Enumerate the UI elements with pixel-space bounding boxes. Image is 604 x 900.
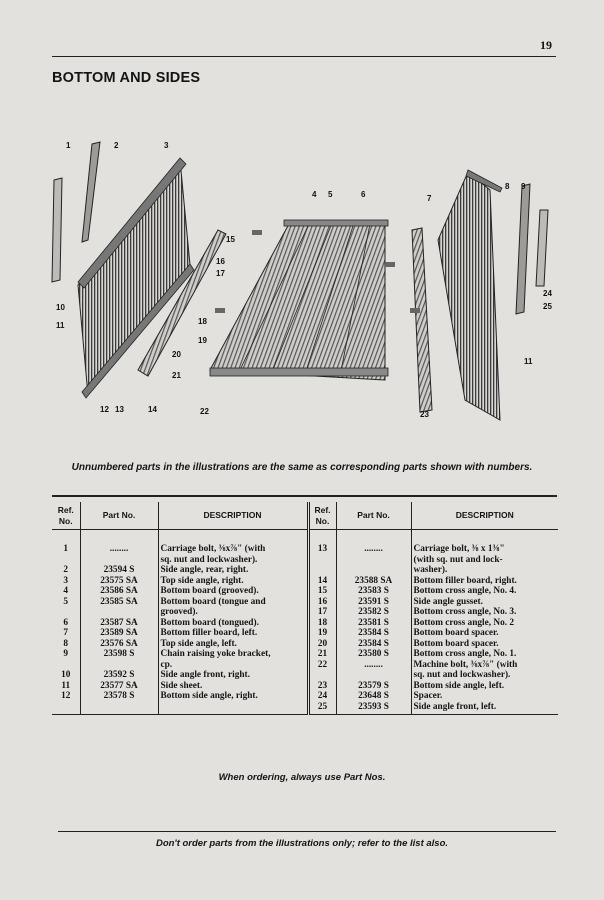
chain-yoke-bracket bbox=[536, 210, 548, 286]
description-cell: Bottom board (grooved). bbox=[158, 586, 308, 597]
part-no-cell: 23576 SA bbox=[80, 639, 158, 650]
part-no-cell: 23584 S bbox=[336, 628, 411, 639]
part-no-cell: 23580 S bbox=[336, 649, 411, 660]
bottom-filler-board-left bbox=[412, 228, 432, 412]
table-row bbox=[52, 660, 558, 671]
table-row bbox=[52, 691, 558, 702]
ref-no-cell: 18 bbox=[308, 618, 336, 629]
part-no-cell bbox=[80, 660, 158, 671]
part-no-cell: 23587 SA bbox=[80, 618, 158, 629]
part-no-cell: 23579 S bbox=[336, 681, 411, 692]
part-no-header: Part No. bbox=[336, 502, 411, 530]
description-cell: Bottom board (tongue and bbox=[158, 597, 308, 608]
ref-no-cell: 20 bbox=[308, 639, 336, 650]
table-row bbox=[52, 530, 558, 555]
part-no-cell bbox=[80, 607, 158, 618]
ref-no-cell: 6 bbox=[63, 617, 69, 628]
side-angle-front-left bbox=[516, 184, 530, 314]
part-no-cell: 23584 S bbox=[336, 639, 411, 650]
table-header-row bbox=[52, 502, 558, 530]
part-no-cell: 23578 S bbox=[80, 691, 158, 702]
callout: 9 bbox=[521, 182, 526, 191]
callout: 22 bbox=[200, 407, 209, 416]
part-no-cell: ........ bbox=[336, 660, 411, 671]
description-cell: sq. nut and lockwasher). bbox=[158, 555, 308, 566]
section-title: BOTTOM AND SIDES bbox=[52, 70, 201, 86]
description-cell: Bottom filler board, right. bbox=[411, 576, 558, 587]
description-cell: Spacer. bbox=[411, 691, 558, 702]
ref-no-cell bbox=[52, 660, 80, 671]
order-note: When ordering, always use Part Nos. bbox=[218, 772, 386, 783]
ref-no-cell: 7 bbox=[63, 628, 69, 638]
description-cell: Side sheet. bbox=[158, 681, 308, 692]
part-no-cell: 23593 S bbox=[336, 702, 411, 715]
description-cell: Bottom board spacer. bbox=[411, 628, 558, 639]
ref-no-cell bbox=[308, 565, 336, 576]
description-cell: Bottom cross angle, No. 2 bbox=[411, 618, 558, 629]
table-row bbox=[52, 565, 558, 576]
description-header: DESCRIPTION bbox=[158, 502, 308, 530]
ref-no-cell: 22 bbox=[308, 660, 336, 671]
callout: 5 bbox=[328, 190, 333, 199]
ref-no-cell: 3 bbox=[63, 575, 69, 586]
table-row bbox=[52, 649, 558, 660]
ref-no-cell: 21 bbox=[308, 649, 336, 660]
ref-no-cell: 12 bbox=[61, 691, 71, 701]
description-cell: Bottom cross angle, No. 4. bbox=[411, 586, 558, 597]
bottom-boards bbox=[210, 222, 385, 380]
part-no-cell: 23588 SA bbox=[336, 576, 411, 587]
part-no-cell: 23589 SA bbox=[80, 628, 158, 639]
part-no-cell: 23594 S bbox=[80, 565, 158, 576]
description-cell: Bottom cross angle, No. 1. bbox=[411, 649, 558, 660]
side-angle-rear-right bbox=[82, 142, 100, 242]
table-row bbox=[52, 607, 558, 618]
part-no-cell bbox=[336, 565, 411, 576]
ref-no-cell bbox=[52, 555, 80, 566]
part-no-cell: 23591 S bbox=[336, 597, 411, 608]
table-row bbox=[52, 597, 558, 608]
description-cell: Machine bolt, ⅜x⅞" (with bbox=[411, 660, 558, 671]
ref-no-cell: 25 bbox=[308, 702, 336, 715]
ref-no-cell: 16 bbox=[308, 597, 336, 608]
top-rule bbox=[52, 56, 556, 57]
ref-no-cell: 13 bbox=[308, 530, 336, 555]
description-cell: Side angle, rear, right. bbox=[158, 565, 308, 576]
part-no-cell: 23575 SA bbox=[80, 576, 158, 587]
callout: 14 bbox=[148, 405, 157, 414]
description-cell: Chain raising yoke bracket, bbox=[158, 649, 308, 660]
callout: 12 bbox=[100, 405, 109, 414]
description-cell: Top side angle, right. bbox=[158, 576, 308, 587]
callout: 11 bbox=[56, 321, 65, 330]
table-row bbox=[52, 618, 558, 629]
table-row bbox=[52, 576, 558, 587]
illustration-caption: Unnumbered parts in the illustrations are the same as corresponding parts shown with numbers. bbox=[71, 462, 533, 473]
table-top-rule bbox=[52, 495, 557, 497]
ref-no-cell bbox=[308, 670, 336, 681]
description-cell: cp. bbox=[158, 660, 308, 671]
ref-no-cell: 1 bbox=[63, 544, 69, 554]
callout: 1 bbox=[66, 141, 71, 150]
callout: 6 bbox=[361, 190, 366, 199]
description-cell: Carriage bolt, ⅜x⅞" (with bbox=[158, 530, 308, 555]
description-cell: washer). bbox=[411, 565, 558, 576]
ref-no-cell: 9 bbox=[63, 649, 69, 659]
ref-no-cell: 24 bbox=[308, 691, 336, 702]
side-angle-front-right bbox=[52, 178, 62, 282]
ref-no-cell: 2 bbox=[63, 565, 69, 575]
part-no-cell bbox=[336, 670, 411, 681]
bottom-rule bbox=[58, 831, 556, 832]
description-cell: sq. nut and lockwasher). bbox=[411, 670, 558, 681]
exploded-parts-illustration bbox=[40, 130, 560, 430]
description-header: DESCRIPTION bbox=[411, 502, 558, 530]
part-no-cell: ........ bbox=[80, 530, 158, 555]
callout: 2 bbox=[114, 141, 119, 150]
description-cell: Bottom board (tongued). bbox=[158, 618, 308, 629]
ref-no-cell: 19 bbox=[308, 628, 336, 639]
table-row bbox=[52, 670, 558, 681]
table-row bbox=[52, 702, 558, 715]
ref-no-cell: 14 bbox=[308, 576, 336, 587]
callout: 24 bbox=[543, 289, 552, 298]
description-cell: Side angle gusset. bbox=[411, 597, 558, 608]
ref-no-cell: 11 bbox=[61, 680, 71, 691]
ref-no-cell: 5 bbox=[63, 596, 69, 607]
description-cell: Bottom cross angle, No. 3. bbox=[411, 607, 558, 618]
ref-no-cell bbox=[52, 607, 80, 618]
callout: 11 bbox=[524, 357, 533, 366]
description-cell: Side angle front, right. bbox=[158, 670, 308, 681]
description-cell bbox=[158, 702, 308, 715]
callout: 20 bbox=[172, 350, 181, 359]
part-no-cell: 23585 SA bbox=[80, 597, 158, 608]
part-no-cell bbox=[80, 555, 158, 566]
callout: 19 bbox=[198, 336, 207, 345]
ref-no-header: Ref. No. bbox=[308, 502, 336, 530]
page-number: 19 bbox=[540, 38, 552, 52]
table-row bbox=[52, 639, 558, 650]
callout: 23 bbox=[420, 410, 429, 419]
side-sheet-left bbox=[78, 160, 190, 395]
description-cell: Top side angle, left. bbox=[158, 639, 308, 650]
callout: 15 bbox=[226, 235, 235, 244]
illustration-warning: Don't order parts from the illustrations only; refer to the list also. bbox=[155, 838, 449, 849]
part-no-cell: 23577 SA bbox=[80, 681, 158, 692]
description-cell: Bottom side angle, left. bbox=[411, 681, 558, 692]
ref-no-cell: 10 bbox=[61, 670, 71, 680]
part-no-cell bbox=[336, 555, 411, 566]
callout: 13 bbox=[115, 405, 124, 414]
callout: 18 bbox=[198, 317, 207, 326]
part-no-cell: 23592 S bbox=[80, 670, 158, 681]
table-row bbox=[52, 555, 558, 566]
callout: 7 bbox=[427, 194, 432, 203]
part-no-header: Part No. bbox=[80, 502, 158, 530]
callout: 17 bbox=[216, 269, 225, 278]
callout: 3 bbox=[164, 141, 169, 150]
description-cell: Bottom board spacer. bbox=[411, 639, 558, 650]
side-sheet-right bbox=[438, 172, 500, 420]
table-row bbox=[52, 681, 558, 692]
part-no-cell: 23648 S bbox=[336, 691, 411, 702]
description-cell: Bottom side angle, right. bbox=[158, 691, 308, 702]
callout: 25 bbox=[543, 302, 552, 311]
ref-no-cell: 15 bbox=[308, 586, 336, 597]
ref-no-cell: 23 bbox=[308, 681, 336, 692]
callout: 16 bbox=[216, 257, 225, 266]
parts-table bbox=[52, 502, 558, 715]
part-no-cell bbox=[80, 702, 158, 715]
ref-no-cell bbox=[52, 702, 80, 715]
part-no-cell: 23582 S bbox=[336, 607, 411, 618]
description-cell: Bottom filler board, left. bbox=[158, 628, 308, 639]
ref-no-cell: 4 bbox=[63, 586, 69, 596]
ref-no-cell bbox=[308, 555, 336, 566]
table-row bbox=[52, 628, 558, 639]
part-no-cell: 23583 S bbox=[336, 586, 411, 597]
description-cell: Carriage bolt, ⅜ x 1⅜" bbox=[411, 530, 558, 555]
table-row bbox=[52, 586, 558, 597]
description-cell: Side angle front, left. bbox=[411, 702, 558, 715]
part-no-cell: 23598 S bbox=[80, 649, 158, 660]
part-no-cell: 23581 S bbox=[336, 618, 411, 629]
callout: 10 bbox=[56, 303, 65, 312]
part-no-cell: 23586 SA bbox=[80, 586, 158, 597]
part-no-cell: ........ bbox=[336, 530, 411, 555]
description-cell: (with sq. nut and lock- bbox=[411, 555, 558, 566]
ref-no-cell: 17 bbox=[308, 607, 336, 618]
description-cell: grooved). bbox=[158, 607, 308, 618]
callout: 21 bbox=[172, 371, 181, 380]
callout: 8 bbox=[505, 182, 510, 191]
ref-no-header: Ref. No. bbox=[52, 502, 80, 530]
ref-no-cell: 8 bbox=[63, 638, 69, 649]
callout: 4 bbox=[312, 190, 317, 199]
